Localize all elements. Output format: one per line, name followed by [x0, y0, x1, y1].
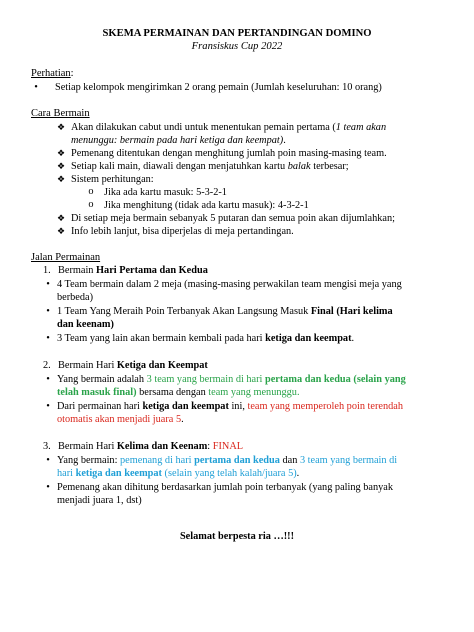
step-2-heading [58, 359, 208, 372]
step-1-item-3-text: 3 Team yang lain akan bermain kembali pada hari [57, 333, 266, 344]
step-3-item-1-period: . [296, 468, 300, 479]
step-3-heading-colon: : [207, 441, 213, 452]
cara-item-3 [71, 160, 349, 173]
cara-item-1-italic-cont: menunggu: bermain pada hari ketiga dan keempat) [71, 135, 284, 146]
step-2-item-2-red: team yang memperoleh poin terendah [247, 401, 404, 412]
diamond-bullet-icon: ❖ [56, 122, 66, 132]
section-jalan-permainan-heading: Jalan Permainan [31, 252, 101, 263]
step-3-item-2-line-1: Pemenang akan dihitung berdasarkan jumlah poin terbanyak (yang paling banyak [57, 482, 393, 493]
cara-item-1-line-2 [71, 134, 286, 147]
bullet-dot-icon: • [46, 306, 50, 317]
cara-item-4-sub-1: Jika ada kartu masuk: 5-3-2-1 [104, 187, 227, 198]
bullet-dot-icon: • [46, 401, 50, 412]
bullet-dot-icon: • [46, 482, 50, 493]
section-perhatian-heading [31, 67, 74, 80]
cara-item-1-line-1 [71, 121, 386, 134]
step-1-item-3-bold: ketiga dan keempat [265, 333, 352, 344]
diamond-bullet-icon: ❖ [56, 174, 66, 184]
cara-item-1-period: . [283, 135, 286, 146]
step-3-item-1-cyan-bold-2: ketiga dan keempat [75, 468, 162, 479]
step-1-item-3-period: . [351, 333, 355, 344]
diamond-bullet-icon: ❖ [56, 161, 66, 171]
step-2-heading-bold: Ketiga dan Keempat [116, 360, 208, 371]
step-3-item-1-cyan-4: (selain yang telah kalah/juara 5) [161, 468, 297, 479]
document-subtitle: Fransiskus Cup 2022 [191, 41, 283, 52]
step-2-item-1-text: Yang bermain adalah [57, 374, 147, 385]
cara-item-3-tail: terbesar; [310, 161, 349, 172]
step-3-item-1-line-2 [57, 467, 299, 480]
cara-item-5: Di setiap meja bermain sebanyak 5 putaran dan semua poin akan dijumlahkan; [71, 213, 395, 224]
step-2-item-2-text-2: ini, [228, 401, 248, 412]
step-1-heading-text: Bermain [58, 265, 97, 276]
step-3-heading-text: Bermain Hari [58, 441, 117, 452]
cara-item-1-text: Akan dilakukan cabut undi untuk menentukan pemain pertama ( [71, 122, 336, 133]
step-1-item-2-line-1 [57, 305, 393, 318]
step-3-number: 3. [43, 441, 51, 452]
document-title: SKEMA PERMAINAN DAN PERTANDINGAN DOMINO [102, 28, 372, 39]
step-2-item-1-line-1 [57, 373, 406, 386]
step-2-item-1-green-bold-2: (selain yang [350, 374, 406, 385]
bullet-dot-icon: • [34, 82, 38, 93]
step-2-item-2-text: Dari permainan hari [57, 401, 143, 412]
step-2-item-2-line-2 [57, 413, 184, 426]
step-1-item-2-text: 1 Team Yang Meraih Poin Terbanyak Akan Langsung Masuk [57, 306, 311, 317]
diamond-bullet-icon: ❖ [56, 226, 66, 236]
cara-item-2: Pemenang ditentukan dengan menghitung jumlah poin masing-masing team. [71, 148, 387, 159]
circle-bullet-icon: o [88, 199, 94, 210]
perhatian-heading-text: Perhatian [31, 68, 71, 79]
bullet-dot-icon: • [46, 374, 50, 385]
cara-item-4: Sistem perhitungan: [71, 174, 154, 185]
step-2-item-2-red-2: otomatis akan menjadi juara 5 [57, 414, 182, 425]
step-1-item-1-line-1: 4 Team bermain dalam 2 meja (masing-masing perwakilan team mengisi meja yang [57, 279, 402, 290]
step-2-item-2-period: . [181, 414, 184, 425]
step-3-item-1-text: Yang bermain: [57, 455, 121, 466]
cara-item-4-sub-2: Jika menghitung (tidak ada kartu masuk): 4-3-2-1 [104, 200, 309, 211]
perhatian-heading-colon: : [70, 68, 74, 79]
step-2-item-2-line-1 [57, 400, 403, 413]
perhatian-item-1: Setiap kelompok mengirimkan 2 orang pemain (Jumlah keseluruhan: 10 orang) [55, 82, 382, 93]
step-3-item-1-line-1 [57, 454, 397, 467]
step-1-item-2-bold: Final (Hari kelima [310, 306, 393, 317]
step-3-item-1-text-2: dan [279, 455, 300, 466]
step-3-heading-final: FINAL [212, 441, 244, 452]
step-1-number: 1. [43, 265, 51, 276]
step-1-item-2-line-2: dan keenam) [57, 319, 114, 330]
diamond-bullet-icon: ❖ [56, 148, 66, 158]
step-1-item-3 [57, 332, 354, 345]
step-3-item-1-cyan-3: hari [57, 468, 76, 479]
diamond-bullet-icon: ❖ [56, 213, 66, 223]
step-3-item-1-cyan: pemenang di hari [120, 455, 195, 466]
step-2-item-1-line-2 [57, 386, 300, 399]
closing-message: Selamat berpesta ria …!!! [179, 531, 295, 542]
cara-item-1-italic: 1 team akan [335, 122, 387, 133]
bullet-dot-icon: • [46, 279, 50, 290]
step-1-item-1-line-2: berbeda) [57, 292, 94, 303]
bullet-dot-icon: • [46, 333, 50, 344]
cara-item-6: Info lebih lanjut, bisa diperjelas di meja pertandingan. [71, 226, 294, 237]
step-3-item-2-line-2: menjadi juara 1, dst) [57, 495, 142, 506]
step-3-item-1-cyan-bold: pertama dan kedua [194, 455, 280, 466]
cara-item-3-text: Setiap kali main, diawali dengan menjatuhkan kartu [71, 161, 288, 172]
cara-item-3-italic: balak [287, 161, 311, 172]
step-2-heading-text: Bermain Hari [58, 360, 117, 371]
step-2-item-2-bold: ketiga dan keempat [142, 401, 229, 412]
step-2-item-1-green-2: team yang menunggu. [208, 387, 300, 398]
step-1-heading [58, 264, 208, 277]
step-3-heading-bold: Kelima dan Keenam [116, 441, 208, 452]
circle-bullet-icon: o [88, 186, 94, 197]
step-3-item-1-cyan-2: 3 team yang bermain di [299, 455, 398, 466]
step-2-item-1-green-bold-3: telah masuk final) [57, 387, 137, 398]
step-2-number: 2. [43, 360, 51, 371]
section-cara-bermain-heading: Cara Bermain [31, 108, 90, 119]
bullet-dot-icon: • [46, 455, 50, 466]
step-3-heading [58, 440, 243, 453]
step-2-item-1-text-2: bersama dengan [136, 387, 209, 398]
step-2-item-1-green: 3 team yang bermain di hari [146, 374, 265, 385]
step-2-item-1-green-bold: pertama dan kedua [264, 374, 351, 385]
step-1-heading-bold: Hari Pertama dan Kedua [96, 265, 208, 276]
